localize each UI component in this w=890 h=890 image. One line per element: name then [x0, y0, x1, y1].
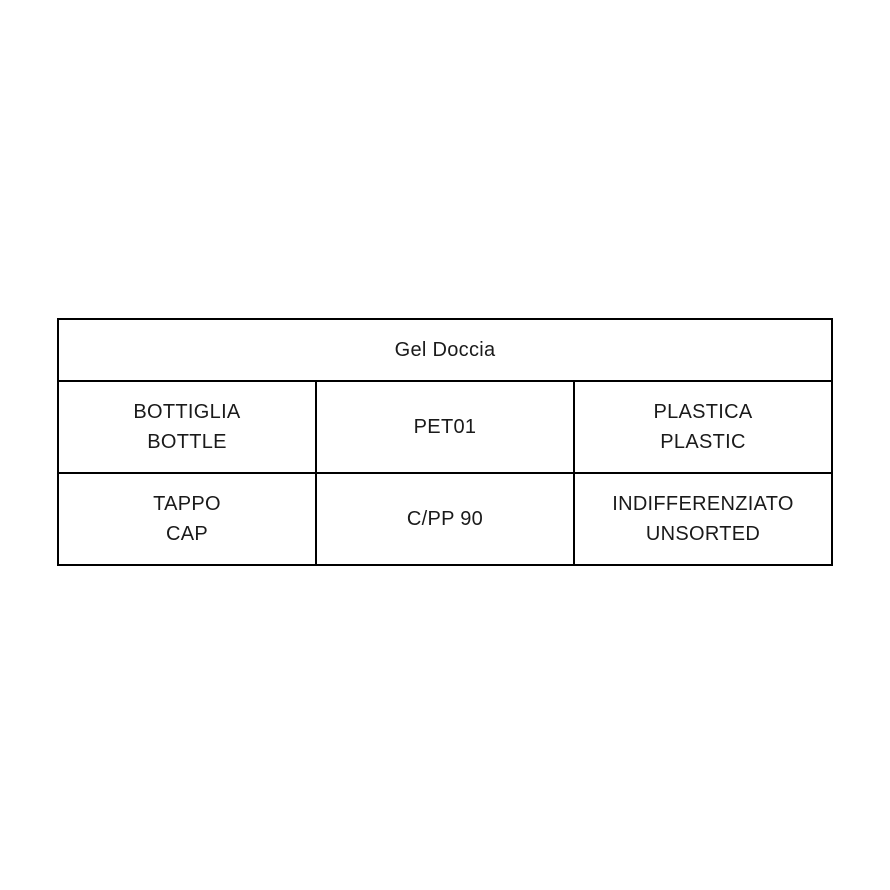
- material-code-cell-cap: C/PP 90: [316, 473, 574, 565]
- disposal-category-english: UNSORTED: [645, 523, 761, 545]
- product-title-cell: Gel Doccia: [58, 319, 832, 381]
- component-name-italian: TAPPO: [153, 493, 221, 515]
- disposal-cell-cap: [574, 473, 832, 565]
- disposal-category-italian: INDIFFERENZIATO: [612, 493, 794, 515]
- component-cell-bottle: [58, 381, 316, 473]
- component-name-italian: BOTTIGLIA: [133, 401, 241, 423]
- disposal-cell-bottle: [574, 381, 832, 473]
- disposal-category-english: PLASTIC: [660, 431, 746, 453]
- table-row-cap: [58, 473, 832, 565]
- table-row-bottle: [58, 381, 832, 473]
- component-name-english: CAP: [165, 523, 209, 545]
- component-name-english: BOTTLE: [147, 431, 227, 453]
- material-code-cell-bottle: PET01: [316, 381, 574, 473]
- component-cell-cap: [58, 473, 316, 565]
- disposal-category-italian: PLASTICA: [653, 401, 753, 423]
- recycling-label-table: [57, 318, 833, 566]
- title-row: [58, 319, 832, 381]
